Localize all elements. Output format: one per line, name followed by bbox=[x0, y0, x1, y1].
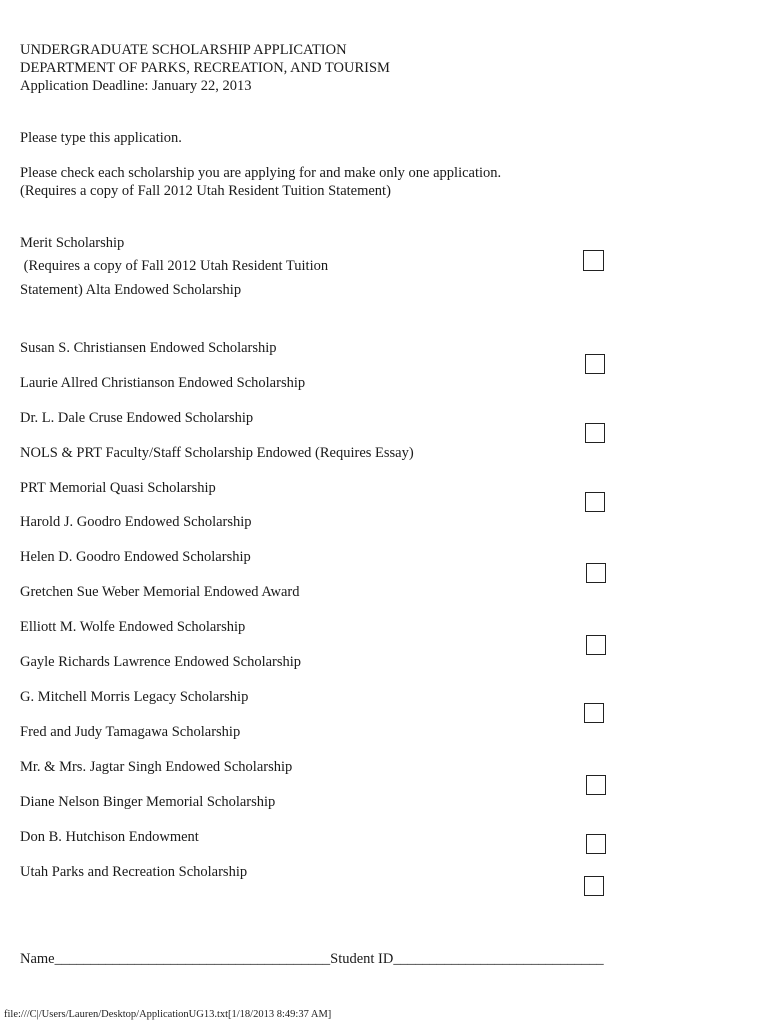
check-instruction: Please check each scholarship you are applying for and make only one application. bbox=[20, 165, 502, 181]
scholarship-checkbox-4[interactable] bbox=[586, 563, 606, 583]
type-instruction: Please type this application. bbox=[20, 130, 182, 146]
scholarship-item-morris: G. Mitchell Morris Legacy Scholarship bbox=[20, 689, 249, 705]
student-id-field[interactable]: _____________________________ bbox=[393, 951, 604, 967]
scholarship-item-lawrence: Gayle Richards Lawrence Endowed Scholarship bbox=[20, 654, 302, 670]
scholarship-item-weber: Gretchen Sue Weber Memorial Endowed Award bbox=[20, 584, 300, 600]
merit-scholarship-label: Merit Scholarship bbox=[20, 235, 125, 251]
application-deadline: Application Deadline: January 22, 2013 bbox=[20, 78, 252, 94]
scholarship-item-singh: Mr. & Mrs. Jagtar Singh Endowed Scholarship bbox=[20, 759, 293, 775]
scholarship-checkbox-1[interactable] bbox=[585, 354, 605, 374]
department-name: DEPARTMENT OF PARKS, RECREATION, AND TOURISM bbox=[20, 60, 390, 76]
name-student-id-line bbox=[20, 950, 604, 968]
scholarship-item-cruse: Dr. L. Dale Cruse Endowed Scholarship bbox=[20, 410, 254, 426]
scholarship-checkbox-8[interactable] bbox=[586, 834, 606, 854]
scholarship-checkbox-6[interactable] bbox=[584, 703, 604, 723]
file-path-footer: file:///C|/Users/Lauren/Desktop/ApplicationUG13.txt[1/18/2013 8:49:37 AM] bbox=[4, 1009, 332, 1020]
form-title: UNDERGRADUATE SCHOLARSHIP APPLICATION bbox=[20, 42, 347, 58]
scholarship-checkbox-3[interactable] bbox=[585, 492, 605, 512]
scholarship-item-binger: Diane Nelson Binger Memorial Scholarship bbox=[20, 794, 276, 810]
scholarship-item-harold-goodro: Harold J. Goodro Endowed Scholarship bbox=[20, 514, 252, 530]
scholarship-item-christiansen: Susan S. Christiansen Endowed Scholarship bbox=[20, 340, 277, 356]
scholarship-item-nols-prt: NOLS & PRT Faculty/Staff Scholarship Endowed (Requires Essay) bbox=[20, 445, 414, 461]
merit-checkbox[interactable] bbox=[583, 250, 604, 271]
scholarship-item-christianson: Laurie Allred Christianson Endowed Scholarship bbox=[20, 375, 306, 391]
scholarship-checkbox-2[interactable] bbox=[585, 423, 605, 443]
scholarship-checkbox-5[interactable] bbox=[586, 635, 606, 655]
scholarship-checkbox-9[interactable] bbox=[584, 876, 604, 896]
scholarship-item-hutchison: Don B. Hutchison Endowment bbox=[20, 829, 199, 845]
scholarship-item-utah-parks: Utah Parks and Recreation Scholarship bbox=[20, 864, 248, 880]
scholarship-item-wolfe: Elliott M. Wolfe Endowed Scholarship bbox=[20, 619, 246, 635]
name-field[interactable]: ______________________________________ bbox=[54, 951, 331, 967]
scholarship-item-helen-goodro: Helen D. Goodro Endowed Scholarship bbox=[20, 549, 251, 565]
name-label: Name bbox=[20, 951, 55, 967]
requires-instruction: (Requires a copy of Fall 2012 Utah Resident Tuition Statement) bbox=[20, 183, 391, 199]
merit-requirement-line: (Requires a copy of Fall 2012 Utah Resident Tuition bbox=[20, 258, 329, 274]
student-id-label: Student ID bbox=[330, 951, 394, 967]
scholarship-item-prt-memorial: PRT Memorial Quasi Scholarship bbox=[20, 480, 216, 496]
scholarship-item-tamagawa: Fred and Judy Tamagawa Scholarship bbox=[20, 724, 241, 740]
merit-alta-line: Statement) Alta Endowed Scholarship bbox=[20, 282, 242, 298]
scholarship-checkbox-7[interactable] bbox=[586, 775, 606, 795]
